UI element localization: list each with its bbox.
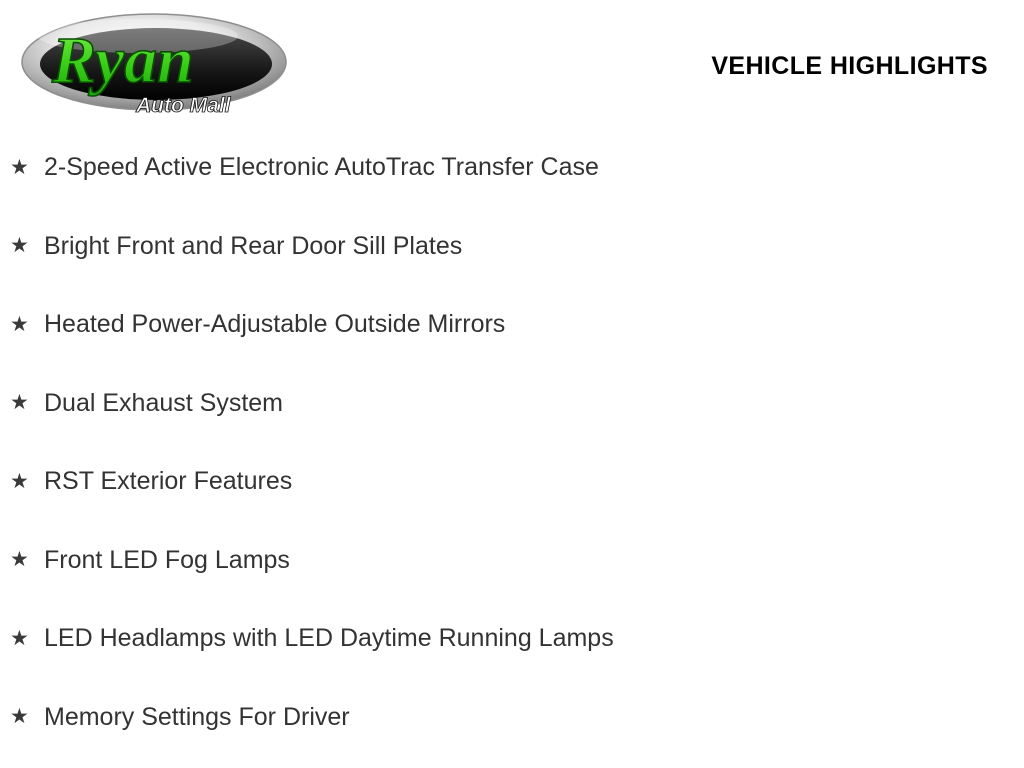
highlight-text: RST Exterior Features [44, 467, 293, 496]
highlight-text: Dual Exhaust System [44, 388, 283, 417]
list-item [0, 521, 1024, 600]
star-icon: ★ [10, 626, 29, 650]
star-icon: ★ [10, 705, 29, 729]
star-icon: ★ [10, 312, 29, 336]
svg-text:Auto Mall: Auto Mall [136, 94, 231, 117]
highlight-text: Bright Front and Rear Door Sill Plates [44, 231, 463, 260]
star-icon: ★ [10, 234, 29, 258]
vehicle-highlights-list [0, 128, 1024, 756]
list-item [0, 285, 1024, 364]
page-header [0, 0, 1024, 128]
highlight-text: 2-Speed Active Electronic AutoTrac Transfer Case [44, 153, 599, 182]
list-item [0, 442, 1024, 521]
list-item [0, 599, 1024, 678]
list-item [0, 364, 1024, 443]
page-title: VEHICLE HIGHLIGHTS [711, 52, 988, 80]
highlight-text: Heated Power-Adjustable Outside Mirrors [44, 310, 506, 339]
list-item [0, 128, 1024, 207]
star-icon: ★ [10, 548, 29, 572]
ryan-auto-mall-logo [18, 8, 290, 120]
highlight-text: Front LED Fog Lamps [44, 545, 290, 574]
star-icon: ★ [10, 391, 29, 415]
star-icon: ★ [10, 469, 29, 493]
highlight-text: LED Headlamps with LED Daytime Running Lamps [44, 624, 614, 653]
list-item [0, 207, 1024, 286]
list-item [0, 678, 1024, 757]
star-icon: ★ [10, 155, 29, 179]
svg-text:Ryan: Ryan [52, 24, 194, 97]
highlight-text: Memory Settings For Driver [44, 702, 350, 731]
